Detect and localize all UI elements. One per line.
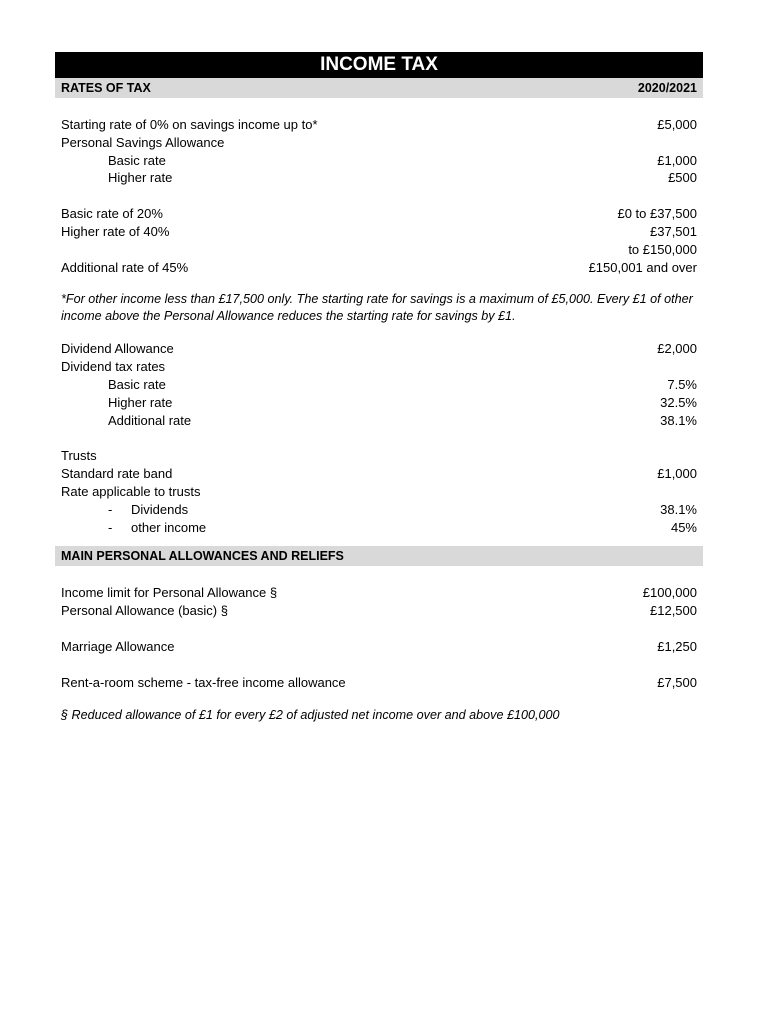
- dividend-rates-label: Dividend tax rates: [61, 359, 166, 375]
- starting-rate-value: £5,000: [657, 117, 697, 132]
- trusts-heading-row: [55, 447, 703, 465]
- psa-basic-label: Basic rate: [108, 152, 166, 168]
- basic-band-value: £0 to £37,500: [617, 206, 697, 222]
- psa-label: Personal Savings Allowance: [61, 134, 225, 150]
- dividend-basic-label: Basic rate: [108, 376, 166, 392]
- list-dash: -: [108, 501, 113, 517]
- dividend-allowance-row: [55, 340, 703, 358]
- additional-band-row: [55, 259, 703, 277]
- marriage-allowance-value: £1,250: [657, 638, 697, 654]
- dividend-allowance-value: £2,000: [657, 341, 697, 357]
- dividend-higher-row: [55, 394, 703, 412]
- page-title: INCOME TAX: [55, 52, 703, 78]
- dividend-higher-label: Higher rate: [108, 394, 173, 410]
- trust-other-row: [55, 519, 703, 537]
- higher-band-row: [55, 223, 703, 241]
- dividend-rates-row: [55, 358, 703, 376]
- rent-a-room-row: [55, 674, 703, 692]
- higher-band-value-end: to £150,000: [628, 241, 697, 257]
- allowances-header: [55, 546, 703, 566]
- allowances-header-label: MAIN PERSONAL ALLOWANCES AND RELIEFS: [61, 549, 344, 564]
- dividend-additional-row: [55, 412, 703, 430]
- additional-band-label: Additional rate of 45%: [61, 259, 189, 275]
- trust-other-value: 45%: [670, 519, 697, 535]
- rent-a-room-value: £7,500: [657, 674, 697, 690]
- dividend-allowance-label: Dividend Allowance: [61, 341, 174, 357]
- trust-dividends-row: [55, 501, 703, 519]
- trust-dividends-label: [108, 501, 188, 519]
- rent-a-room-label: Rent-a-room scheme - tax-free income allowance: [61, 674, 346, 690]
- dividend-additional-value: 38.1%: [660, 412, 697, 428]
- starting-rate-row: [55, 116, 703, 134]
- trust-other-text: other income: [131, 519, 207, 535]
- psa-basic-row: [55, 152, 703, 170]
- income-limit-value: £100,000: [642, 585, 697, 601]
- trust-band-label: Standard rate band: [61, 466, 173, 482]
- savings-footnote: *For other income less than £17,500 only. The starting rate for savings is a maximum of £5,000. Every £1 of other income above the Personal Allowance reduces the starting rate for savings by £1.: [61, 292, 693, 324]
- personal-allowance-row: [55, 602, 703, 620]
- income-limit-row: [55, 584, 703, 602]
- dividend-basic-value: 7.5%: [667, 376, 697, 392]
- dividend-additional-label: Additional rate: [108, 412, 192, 428]
- marriage-allowance-row: [55, 638, 703, 656]
- basic-band-label: Basic rate of 20%: [61, 206, 163, 222]
- starting-rate-label: Starting rate of 0% on savings income up to*: [61, 117, 318, 132]
- rates-of-tax-header: [55, 78, 703, 98]
- psa-higher-value: £500: [668, 170, 697, 186]
- trusts-heading: Trusts: [61, 448, 97, 464]
- higher-band-label: Higher rate of 40%: [61, 223, 170, 239]
- trust-dividends-text: Dividends: [131, 501, 189, 517]
- basic-band-row: [55, 205, 703, 223]
- psa-row: [55, 134, 703, 152]
- rates-of-tax-label: RATES OF TAX: [61, 81, 151, 95]
- income-limit-label: Income limit for Personal Allowance §: [61, 585, 278, 601]
- allowance-footnote: § Reduced allowance of £1 for every £2 of adjusted net income over and above £100,000: [61, 707, 560, 722]
- income-tax-sheet: [55, 52, 703, 724]
- list-dash: -: [108, 519, 113, 535]
- psa-basic-value: £1,000: [657, 152, 697, 168]
- dividend-higher-value: 32.5%: [660, 394, 697, 410]
- tax-year-label: 2020/2021: [637, 81, 697, 95]
- additional-band-value: £150,001 and over: [588, 259, 697, 275]
- personal-allowance-value: £12,500: [650, 603, 697, 619]
- trust-other-label: [108, 519, 206, 537]
- higher-band-value-start: £37,501: [650, 223, 697, 239]
- trust-rate-label: Rate applicable to trusts: [61, 483, 201, 499]
- trust-rate-row: [55, 483, 703, 501]
- trust-band-row: [55, 465, 703, 483]
- dividend-basic-row: [55, 376, 703, 394]
- trust-band-value: £1,000: [657, 466, 697, 482]
- psa-higher-row: [55, 169, 703, 187]
- marriage-allowance-label: Marriage Allowance: [61, 638, 175, 654]
- trust-dividends-value: 38.1%: [660, 501, 697, 517]
- higher-band-row-cont: [55, 241, 703, 259]
- personal-allowance-label: Personal Allowance (basic) §: [61, 603, 228, 619]
- psa-higher-label: Higher rate: [108, 170, 173, 186]
